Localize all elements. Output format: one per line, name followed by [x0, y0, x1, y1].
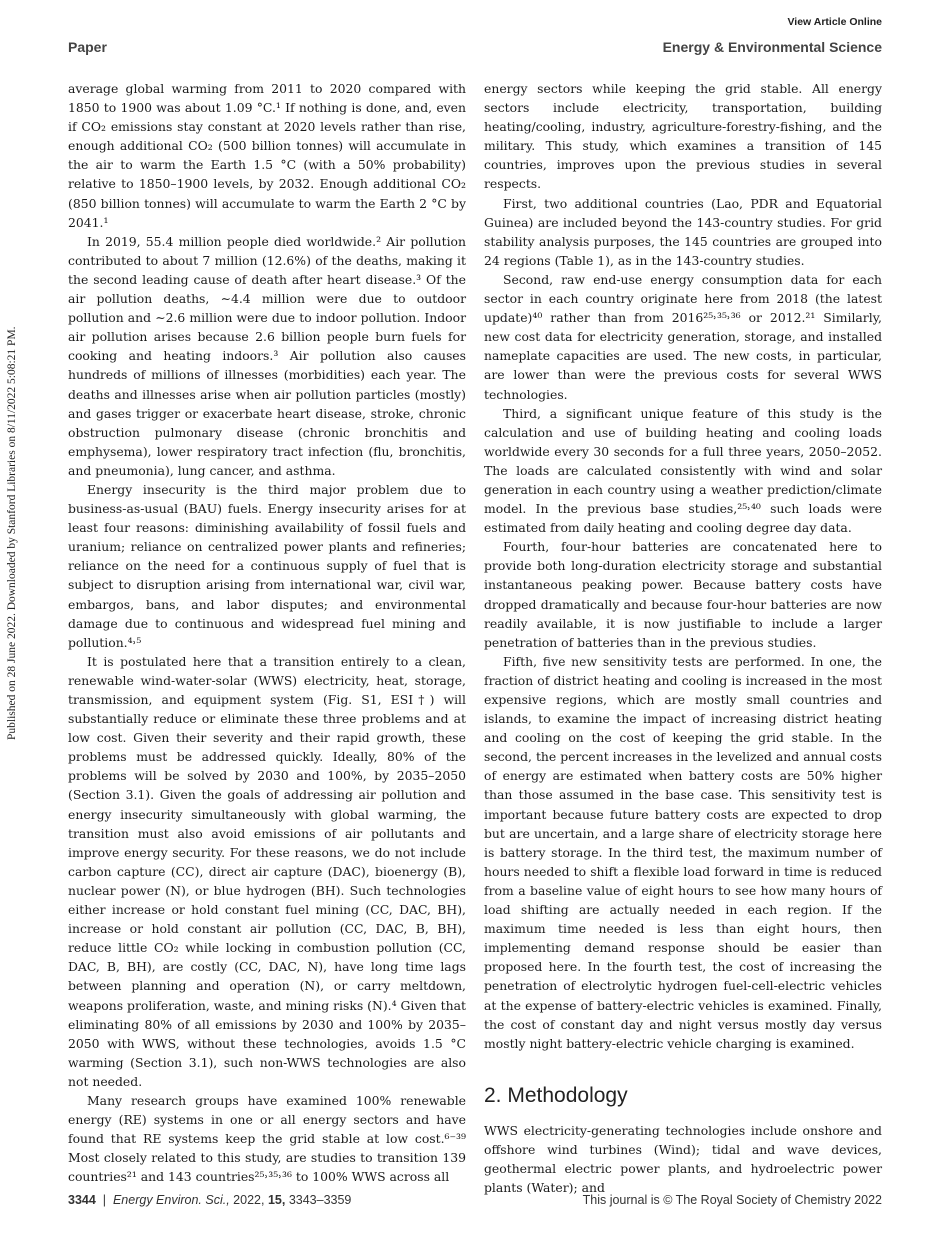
paragraph: average global warming from 2011 to 2020 compared with 1850 to 1900 was about 1.09 °C.¹ If nothing is done, and, even if CO₂ emissions stay constant at 2020 levels rather than rise, enough additional CO₂ (500 billion tonnes) will accumulate in the air to warm the Earth 1.5 °C (with a 50% probability) relative to 1850–1900 levels, by 2032. Enough additional CO₂ (850 billion tonnes) will accumulate to warm the Earth 2 °C by 2041.¹	[68, 81, 466, 230]
paragraph: In 2019, 55.4 million people died worldwide.² Air pollution contributed to about 7 million (12.6%) of the deaths, making it the second leading cause of death after heart disease.³ Of the air pollution deaths, ∼4.4 million were due to outdoor pollution and ∼2.6 million were due to indoor pollution. Indoor air pollution arises because 2.6 billion people burn fuels for cooking and heating indoors.³ Air pollution also causes hundreds of millions of illnesses (morbidities) each year. The deaths and illnesses arise when air pollution particles (mostly) and gases trigger or exacerbate heart disease, stroke, chronic obstruction pulmonary disease (chronic bronchitis and emphysema), lower respiratory tract infection (flu, bronchitis, and pneumonia), lung cancer, and asthma.	[68, 233, 466, 478]
footer-citation	[68, 1193, 351, 1207]
paragraph: Third, a significant unique feature of this study is the calculation and use of building heating and cooling loads worldwide every 30 seconds for a full three years, 2050–2052. The loads are calculated consistently with wind and solar generation in each country using a weather prediction/climate model. In the previous base studies,²⁵˒⁴⁰ such loads were estimated from daily heating and cooling degree day data.	[484, 405, 882, 536]
publication-notice: Published on 28 June 2022. Downloaded by Stanford Libraries on 8/11/2022 5:08:21 PM.	[6, 326, 18, 740]
paragraph: energy sectors while keeping the grid stable. All energy sectors include electricity, transportation, building heating/cooling, industry, agriculture-forestry-fishing, and the military. This study, which examines a transition of 145 countries, improves upon the previous studies in several respects.	[484, 81, 882, 192]
paragraph: It is postulated here that a transition entirely to a clean, renewable wind-water-solar (WWS) electricity, heat, storage, transmission, and equipment system (Fig. S1, ESI†) will substantially reduce or eliminate these three problems and at low cost. Given their severity and their rapid growth, these problems must be addressed quickly. Ideally, 80% of the problems will be solved by 2030 and 100%, by 2035–2050 (Section 3.1). Given the goals of addressing air pollution and energy insecurity simultaneously with global warming, the transition must also avoid emissions of air pollutants and improve energy security. For these reasons, we do not include carbon capture (CC), direct air capture (DAC), bioenergy (B), nuclear power (N), or blue hydrogen (BH). Such technologies either increase or hold constant fuel mining (CC, DAC, BH), increase or hold constant air pollution (CC, DAC, B, BH), reduce little CO₂ while locking in combustion pollution (CC, DAC, B, BH), are costly (CC, DAC, N), have long time lags between planning and operation (N), or carry meltdown, weapons proliferation, waste, and mining risks (N).⁴ Given that eliminating 80% of all emissions by 2030 and 100% by 2035–2050 with WWS, without these technologies, avoids 1.5 °C warming (Section 3.1), such non-WWS technologies are also not needed.	[68, 653, 466, 1089]
running-header-journal: Energy & Environmental Science	[662, 39, 882, 55]
journal-volume: 15,	[267, 1193, 286, 1207]
paragraph: First, two additional countries (Lao, PDR and Equatorial Guinea) are included beyond the 143-country studies. For grid stability analysis purposes, the 145 countries are grouped into 24 regions (Table 1), as in the 143-country studies.	[484, 195, 882, 268]
paragraph: Second, raw end-use energy consumption data for each sector in each country originate here from 2018 (the latest update)⁴⁰ rather than from 2016²⁵˒³⁵˒³⁶ or 2012.²¹ Similarly, new cost data for electricity generation, storage, and installed nameplate capacities are used. The new costs, in particular, are lower than were the previous costs for several WWS technologies.	[484, 271, 882, 402]
right-column	[484, 79, 882, 1197]
left-column	[68, 79, 466, 1186]
footer-separator: |	[102, 1193, 107, 1207]
paragraph: Fourth, four-hour batteries are concatenated here to provide both long-duration electricity storage and substantial instantaneous peaking power. Because battery costs have dropped dramatically and because four-hour batteries are now readily available, it is now justifiable to include a larger penetration of batteries than in the previous studies.	[484, 539, 882, 650]
journal-abbrev: Energy Environ. Sci.,	[112, 1193, 230, 1207]
publication-sidebar	[6, 280, 20, 740]
view-article-online-link[interactable]: View Article Online	[787, 16, 882, 28]
journal-pages: 3343–3359	[288, 1193, 352, 1207]
paragraph: Energy insecurity is the third major problem due to business-as-usual (BAU) fuels. Energy insecurity arises for at least four reasons: diminishing availability of fossil fuels and uranium; reliance on centralized power plants and refineries; reliance on the need for a continuous supply of fuel that is subject to disruption arising from international war, civil war, embargos, bans, and labor disputes; and environmental damage due to continuous and widespread fuel mining and pollution.⁴˒⁵	[68, 481, 466, 650]
paragraph: Fifth, five new sensitivity tests are performed. In one, the fraction of district heating and cooling is increased in the most expensive regions, which are mostly small countries and islands, to examine the impact of increasing district heating and cooling on the cost of keeping the grid stable. In the second, the percent increases in the levelized and annual costs of energy are estimated when battery costs are 50% higher than those assumed in the base case. This sensitivity test is important because future battery costs are expected to drop but are uncertain, and a large share of electricity storage here is battery storage. In the third test, the maximum number of hours needed to shift a flexible load forward in time is reduced from a baseline value of eight hours to see how many hours of load shifting are actually needed in each region. If the maximum time needed is less than eight hours, then implementing demand response should be easier than proposed here. In the fourth test, the cost of increasing the penetration of electrolytic hydrogen fuel-cell-electric vehicles at the expense of battery-electric vehicles is examined. Finally, the cost of constant day and night versus mostly day versus mostly night battery-electric vehicle charging is examined.	[484, 653, 882, 1051]
page-number: 3344	[68, 1193, 96, 1207]
journal-year: 2022,	[233, 1193, 265, 1207]
running-header-section: Paper	[68, 39, 107, 55]
paragraph: Many research groups have examined 100% renewable energy (RE) systems in one or all energy sectors and have found that RE systems keep the grid stable at low cost.⁶⁻³⁹ Most closely related to this study, are studies to transition 139 countries²¹ and 143 countries²⁵˒³⁵˒³⁶ to 100% WWS across all	[68, 1092, 466, 1185]
footer-copyright: This journal is © The Royal Society of Chemistry 2022	[582, 1193, 882, 1207]
section-heading: 2. Methodology	[484, 1083, 628, 1107]
paragraph: WWS electricity-generating technologies include onshore and offshore wind turbines (Wind); tidal and wave devices, geothermal electric power plants, and hydroelectric power plants (Water); and	[484, 1122, 882, 1196]
